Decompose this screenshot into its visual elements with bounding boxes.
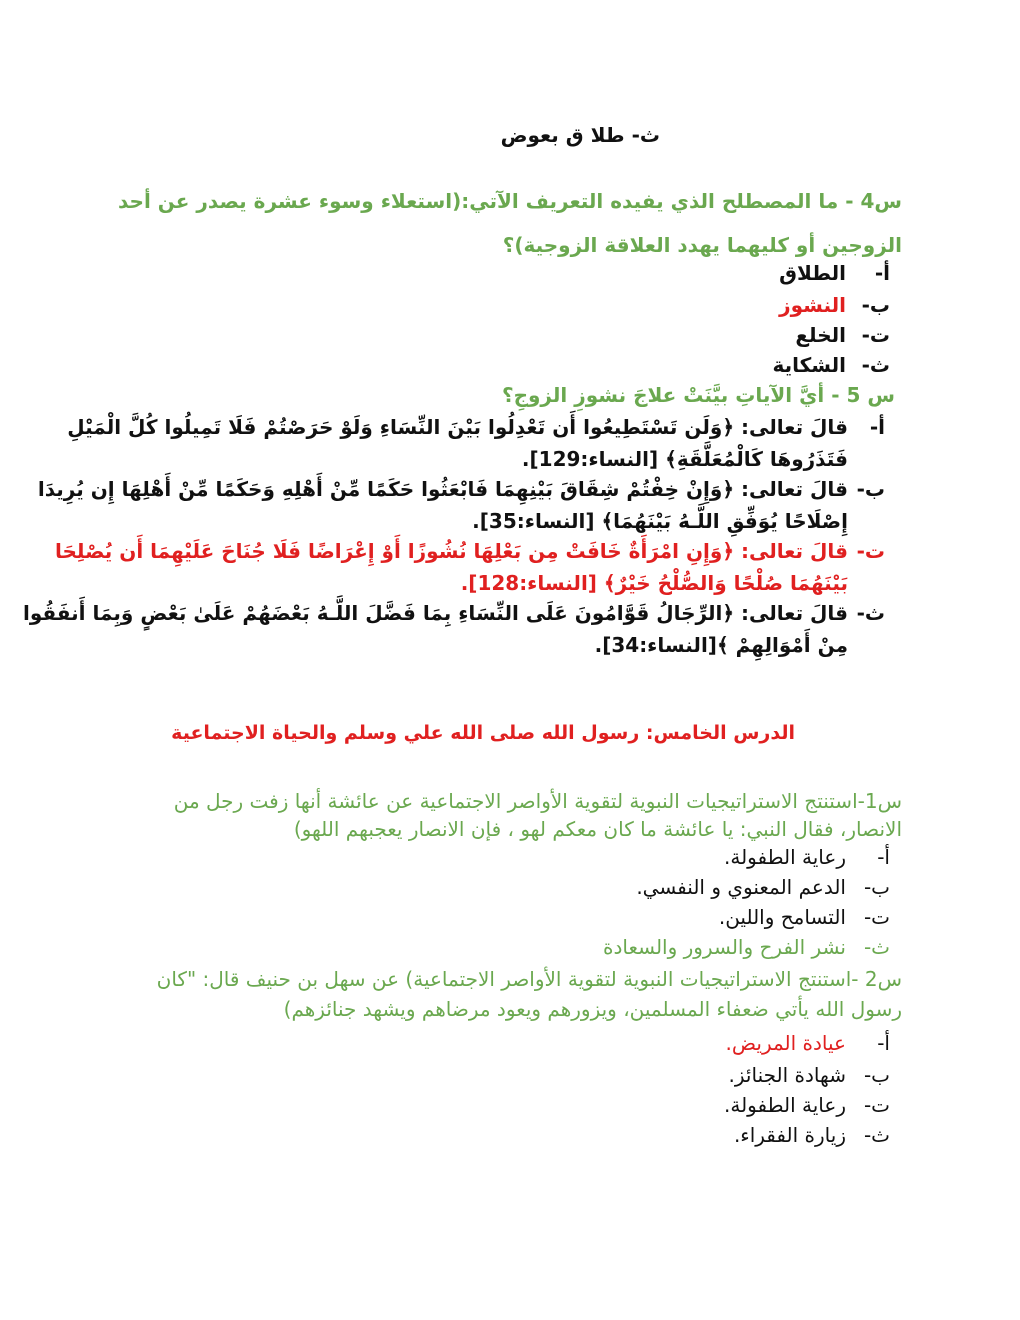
option-label: أ- <box>877 845 890 869</box>
s2-question-line1: س2 -استنتج الاستراتيجيات النبوية لتقوية الأواصر الاجتماعية) عن سهل بن حنيف قال: "كان <box>156 967 902 991</box>
s2-option-a[interactable] <box>726 1028 890 1058</box>
option-text: التسامح واللين. <box>718 905 846 929</box>
option-text: شهادة الجنائز. <box>728 1063 846 1087</box>
s1-question-line1: س1-استنتج الاستراتيجيات النبوية لتقوية الأواصر الاجتماعية عن عائشة أنها زفت رجل من <box>173 789 902 813</box>
option-label: أ- <box>874 261 890 285</box>
option-text: رعاية الطفولة. <box>723 1093 846 1117</box>
q4-question-line2: الزوجين أو كليهما يهدد العلاقة الزوجية)؟ <box>502 233 902 257</box>
option-label: ب- <box>863 875 890 899</box>
q5-option-d-label[interactable]: ث- <box>856 601 885 625</box>
q4-option-d[interactable] <box>773 350 891 380</box>
s1-option-d[interactable] <box>603 932 890 962</box>
q5-option-b-label[interactable]: ب- <box>856 477 885 501</box>
s1-option-b[interactable] <box>636 872 890 902</box>
s1-option-a[interactable] <box>724 842 890 872</box>
option-text-correct: النشوز <box>779 293 846 317</box>
option-label: ت- <box>863 1093 890 1117</box>
q5-option-d-line2: مِنْ أَمْوَالِهِمْ ﴾[النساء:34]. <box>594 633 848 657</box>
q5-option-a-line2: فَتَذَرُوهَا كَالْمُعَلَّقَةِ﴾ [النساء:129]. <box>521 447 848 471</box>
s2-option-b[interactable] <box>729 1060 890 1090</box>
option-label: ب- <box>863 1063 890 1087</box>
option-label: ت- <box>861 323 890 347</box>
lesson-title: الدرس الخامس: رسول الله صلى الله علي وسلم والحياة الاجتماعية <box>171 722 795 744</box>
option-label: ب- <box>861 293 890 317</box>
q4-option-b[interactable] <box>779 290 890 320</box>
s1-option-c[interactable] <box>719 902 890 932</box>
q5-option-a-line1: قالَ تعالى: ﴿وَلَن تَسْتَطِيعُوا أَن تَعْدِلُوا بَيْنَ النِّسَاءِ وَلَوْ حَرَصْتُمْ فَلَا تَمِيلُوا كُلَّ الْمَيْلِ <box>67 415 848 439</box>
option-text-correct: عيادة المريض. <box>725 1031 846 1055</box>
s1-question-line2: الانصار، فقال النبي: يا عائشة ما كان معكم لهو ، فإن الانصار يعجبهم اللهو) <box>293 817 902 841</box>
option-text-correct: نشر الفرح والسرور والسعادة <box>602 935 846 959</box>
s2-option-d[interactable] <box>734 1120 890 1150</box>
q4-question-line1: س4 - ما المصطلح الذي يفيده التعريف الآتي:(استعلاء وسوء عشرة يصدر عن أحد <box>118 189 902 213</box>
option-label: ث- <box>861 353 890 377</box>
previous-option-line: ث- طلا ق بعوض <box>500 123 660 147</box>
q5-option-c-label[interactable]: ت- <box>856 539 885 563</box>
s2-question-line2: رسول الله يأتي ضعفاء المسلمين، ويزورهم ويعود مرضاهم ويشهد جنائزهم) <box>283 997 902 1021</box>
option-text: رعاية الطفولة. <box>723 845 846 869</box>
q5-option-a-label[interactable]: أ- <box>869 415 885 439</box>
q4-option-c[interactable] <box>795 320 890 350</box>
q4-option-a[interactable] <box>779 258 890 288</box>
q5-option-c-line1-correct: قالَ تعالى: ﴿وَإِنِ امْرَأَةٌ خَافَتْ مِن بَعْلِهَا نُشُوزًا أَوْ إِعْرَاضًا فَلَا جُنَاحَ عَلَيْهِمَا أَن يُصْلِحَا <box>55 539 848 563</box>
option-text: زيارة الفقراء. <box>733 1123 846 1147</box>
q5-option-c-line2-correct: بَيْنَهُمَا صُلْحًا وَالصُّلْحُ خَيْرٌ﴾ [النساء:128]. <box>460 571 848 595</box>
option-label: ث- <box>863 935 890 959</box>
option-text: الشكاية <box>772 353 846 377</box>
option-label: أ- <box>877 1031 890 1055</box>
option-label: ت- <box>863 905 890 929</box>
option-text: الخلع <box>795 323 846 347</box>
q5-option-d-line1: قالَ تعالى: ﴿الرِّجَالُ قَوَّامُونَ عَلَى النِّسَاءِ بِمَا فَضَّلَ اللَّـهُ بَعْضَهُمْ عَلَىٰ بَعْضٍ وَبِمَا أَنفَقُوا <box>22 601 848 625</box>
option-text: الطلاق <box>779 261 846 285</box>
q5-option-b-line1: قالَ تعالى: ﴿وَإِنْ خِفْتُمْ شِقَاقَ بَيْنِهِمَا فَابْعَثُوا حَكَمًا مِّنْ أَهْلِهِ وَحَكَمًا مِّنْ أَهْلِهَا إِن يُرِيدَا <box>37 477 848 501</box>
option-text: الدعم المعنوي و النفسي. <box>636 875 846 899</box>
q5-question: س 5 - أيَّ الآياتِ بيَّنَتْ علاجَ نشوزِ الزوجِ؟ <box>501 383 895 407</box>
s2-option-c[interactable] <box>724 1090 890 1120</box>
q5-option-b-line2: إِصْلَاحًا يُوَفِّقِ اللَّـهُ بَيْنَهُمَا﴾ [النساء:35]. <box>472 509 848 533</box>
option-label: ث- <box>863 1123 890 1147</box>
